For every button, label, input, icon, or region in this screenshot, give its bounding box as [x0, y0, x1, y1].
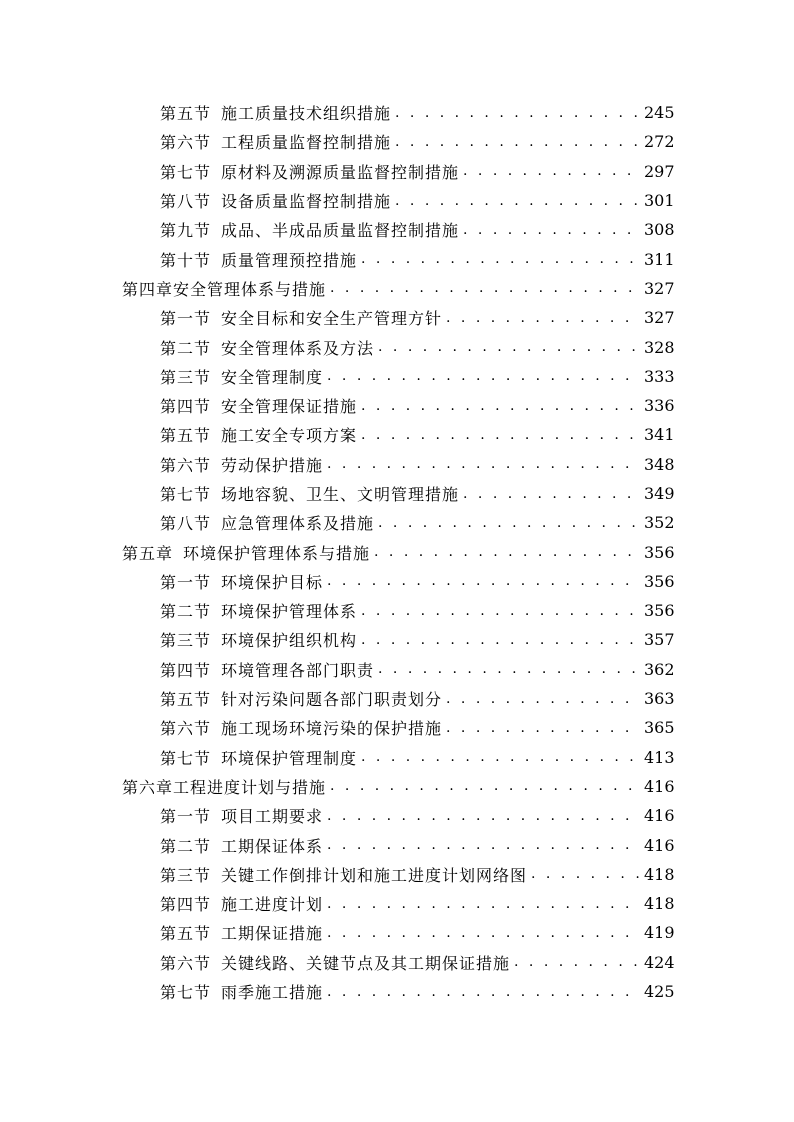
toc-section-entry[interactable] [0, 479, 794, 508]
dot-leader [378, 515, 640, 531]
toc-entry-text: 关键线路、关键节点及其工期保证措施 [221, 953, 511, 973]
table-of-contents [0, 98, 794, 1006]
toc-section-entry[interactable] [0, 948, 794, 977]
dot-leader [395, 193, 640, 209]
toc-entry-text: 针对污染问题各部门职责划分 [221, 690, 443, 710]
toc-entry-number: 第四节 [160, 660, 212, 680]
toc-page-number: 424 [644, 952, 675, 972]
toc-page-number: 419 [644, 923, 675, 943]
toc-entry-title [160, 101, 391, 124]
toc-entry-text: 环境保护管理制度 [221, 748, 358, 768]
toc-entry-number: 第八节 [160, 192, 212, 212]
toc-section-entry[interactable] [0, 567, 794, 596]
toc-page-number: 357 [644, 630, 675, 650]
toc-entry-text: 环境保护管理体系与措施 [183, 543, 371, 563]
toc-page-number: 356 [644, 601, 675, 621]
toc-page-number: 311 [644, 249, 675, 269]
toc-entry-title [160, 306, 442, 329]
toc-section-entry[interactable] [0, 918, 794, 947]
toc-entry-text: 施工进度计划 [221, 895, 324, 915]
toc-page-number: 352 [644, 513, 675, 533]
toc-section-entry[interactable] [0, 713, 794, 742]
toc-page-number: 416 [644, 776, 675, 796]
toc-entry-title [122, 541, 370, 564]
dot-leader [327, 808, 640, 824]
dot-leader [361, 398, 640, 414]
toc-section-entry[interactable] [0, 127, 794, 156]
toc-entry-text: 第六章工程进度计划与措施 [122, 777, 327, 797]
toc-entry-number: 第五节 [160, 690, 212, 710]
toc-entry-title [160, 980, 323, 1003]
toc-entry-number: 第八节 [160, 514, 212, 534]
toc-section-entry[interactable] [0, 244, 794, 273]
toc-entry-number: 第二节 [160, 338, 212, 358]
toc-entry-text: 安全目标和安全生产管理方针 [221, 309, 443, 329]
toc-entry-number: 第六节 [160, 455, 212, 475]
toc-entry-title [160, 834, 323, 857]
toc-entry-number: 第三节 [160, 367, 212, 387]
toc-entry-text: 劳动保护措施 [221, 455, 324, 475]
toc-entry-number: 第四节 [160, 397, 212, 417]
toc-entry-title [160, 628, 357, 651]
toc-page-number: 418 [644, 864, 675, 884]
toc-page-number: 341 [644, 425, 675, 445]
dot-leader [446, 720, 640, 736]
toc-section-entry[interactable] [0, 860, 794, 889]
toc-section-entry[interactable] [0, 508, 794, 537]
toc-entry-title [160, 130, 391, 153]
toc-page-number: 336 [644, 396, 675, 416]
toc-section-entry[interactable] [0, 303, 794, 332]
toc-page-number: 348 [644, 454, 675, 474]
toc-page-number: 308 [644, 220, 675, 240]
toc-entry-title [160, 892, 323, 915]
dot-leader [361, 251, 640, 267]
toc-entry-text: 原材料及溯源质量监督控制措施 [221, 162, 460, 182]
toc-entry-title [160, 423, 357, 446]
toc-page-number: 413 [644, 747, 675, 767]
toc-entry-number: 第六节 [160, 953, 212, 973]
toc-section-entry[interactable] [0, 977, 794, 1006]
dot-leader [463, 486, 640, 502]
toc-entry-title [160, 804, 323, 827]
toc-entry-text: 场地容貌、卫生、文明管理措施 [221, 485, 460, 504]
dot-leader [531, 866, 640, 882]
dot-leader [514, 954, 640, 970]
toc-entry-text: 环境管理各部门职责 [221, 660, 375, 680]
dot-leader [361, 427, 640, 443]
toc-entry-text: 安全管理制度 [221, 367, 324, 387]
toc-entry-text: 环境保护目标 [221, 572, 324, 592]
dot-leader [463, 163, 640, 179]
toc-chapter-entry[interactable] [0, 274, 794, 303]
toc-entry-number: 第十节 [160, 250, 212, 270]
toc-entry-number: 第六节 [160, 719, 212, 739]
toc-entry-number: 第一节 [160, 309, 212, 329]
toc-entry-title [160, 570, 323, 593]
toc-entry-number: 第九节 [160, 221, 212, 241]
toc-section-entry[interactable] [0, 889, 794, 918]
toc-section-entry[interactable] [0, 655, 794, 684]
toc-entry-number: 第五节 [160, 104, 212, 124]
toc-entry-number: 第五章 [122, 543, 174, 563]
toc-entry-title [122, 775, 326, 798]
toc-section-entry[interactable] [0, 450, 794, 479]
toc-page-number: 245 [644, 103, 675, 123]
toc-entry-title [160, 951, 510, 974]
toc-section-entry[interactable] [0, 391, 794, 420]
toc-entry-title [160, 394, 357, 417]
dot-leader [327, 456, 640, 472]
toc-page-number: 327 [644, 278, 675, 298]
dot-leader [361, 749, 640, 765]
toc-entry-number: 第七节 [160, 162, 212, 182]
toc-entry-text: 成品、半成品质量监督控制措施 [221, 221, 460, 241]
dot-leader [378, 339, 640, 355]
dot-leader [327, 984, 640, 1000]
toc-section-entry[interactable] [0, 743, 794, 772]
dot-leader [327, 573, 640, 589]
toc-entry-text: 施工现场环境污染的保护措施 [221, 719, 443, 739]
toc-chapter-entry[interactable] [0, 772, 794, 801]
toc-page-number: 363 [644, 689, 675, 709]
toc-entry-number: 第一节 [160, 807, 212, 827]
toc-entry-number: 第三节 [160, 631, 212, 651]
toc-entry-text: 应急管理体系及措施 [221, 514, 375, 534]
dot-leader [361, 603, 640, 619]
dot-leader [361, 632, 640, 648]
toc-page-number: 418 [644, 894, 675, 914]
toc-entry-text: 项目工期要求 [221, 807, 324, 827]
toc-section-entry[interactable] [0, 801, 794, 830]
toc-entry-title [160, 599, 357, 622]
dot-leader [446, 310, 640, 326]
toc-entry-number: 第一节 [160, 572, 212, 592]
toc-section-entry[interactable] [0, 157, 794, 186]
toc-entry-title [160, 716, 442, 739]
dot-leader [395, 134, 640, 150]
toc-entry-title [160, 248, 357, 271]
toc-entry-text: 施工安全专项方案 [221, 426, 358, 446]
toc-entry-text: 环境保护管理体系 [221, 602, 358, 622]
toc-section-entry[interactable] [0, 684, 794, 713]
toc-page-number: 425 [644, 982, 675, 1002]
toc-entry-number: 第七节 [160, 983, 212, 1003]
toc-page-number: 356 [644, 542, 675, 562]
toc-section-entry[interactable] [0, 830, 794, 859]
toc-section-entry[interactable] [0, 596, 794, 625]
toc-entry-number: 第五节 [160, 924, 212, 944]
toc-section-entry[interactable] [0, 420, 794, 449]
toc-entry-text: 工期保证措施 [221, 924, 324, 944]
dot-leader [374, 544, 640, 560]
dot-leader [327, 368, 640, 384]
toc-entry-number: 第二节 [160, 602, 212, 622]
toc-entry-title [160, 658, 374, 681]
toc-section-entry[interactable] [0, 362, 794, 391]
toc-page-number: 297 [644, 161, 675, 181]
dot-leader [327, 925, 640, 941]
toc-section-entry[interactable] [0, 215, 794, 244]
toc-entry-text: 施工质量技术组织措施 [221, 104, 392, 124]
toc-chapter-entry[interactable] [0, 537, 794, 566]
toc-entry-number: 第六节 [160, 133, 212, 153]
dot-leader [327, 896, 640, 912]
toc-section-entry[interactable] [0, 98, 794, 127]
dot-leader [330, 778, 640, 794]
toc-entry-number: 第二节 [160, 836, 212, 856]
toc-page-number: 349 [644, 484, 675, 503]
toc-entry-text: 安全管理体系及方法 [221, 338, 375, 358]
toc-entry-text: 设备质量监督控制措施 [221, 192, 392, 212]
toc-entry-text: 质量管理预控措施 [221, 250, 358, 270]
toc-entry-number: 第三节 [160, 865, 212, 885]
toc-entry-title [160, 160, 459, 183]
toc-entry-number: 第四节 [160, 895, 212, 915]
dot-leader [463, 222, 640, 238]
dot-leader [395, 105, 640, 121]
toc-page-number: 327 [644, 308, 675, 328]
toc-entry-text: 安全管理保证措施 [221, 397, 358, 417]
toc-entry-title [160, 365, 323, 388]
dot-leader [446, 691, 640, 707]
dot-leader [378, 661, 640, 677]
toc-entry-text: 关键工作倒排计划和施工进度计划网络图 [221, 865, 528, 885]
toc-page-number: 272 [644, 132, 675, 152]
toc-entry-text: 第四章安全管理体系与措施 [122, 279, 327, 299]
toc-page-number: 416 [644, 835, 675, 855]
toc-page-number: 333 [644, 366, 675, 386]
toc-entry-title [122, 277, 326, 300]
toc-entry-title [160, 921, 323, 944]
toc-entry-text: 环境保护组织机构 [221, 631, 358, 651]
toc-entry-title [160, 687, 442, 710]
toc-entry-title [160, 189, 391, 212]
toc-entry-number: 第五节 [160, 426, 212, 446]
toc-entry-number: 第七节 [160, 748, 212, 768]
toc-page-number: 362 [644, 659, 675, 679]
toc-section-entry[interactable] [0, 186, 794, 215]
toc-entry-title [160, 218, 459, 241]
toc-entry-text: 雨季施工措施 [221, 983, 324, 1003]
toc-section-entry[interactable] [0, 332, 794, 361]
toc-entry-title [160, 511, 374, 534]
toc-entry-number: 第七节 [160, 485, 212, 504]
dot-leader [330, 280, 640, 296]
toc-page-number: 328 [644, 337, 675, 357]
toc-entry-text: 工期保证体系 [221, 836, 324, 856]
toc-entry-title [160, 746, 357, 769]
toc-entry-text: 工程质量监督控制措施 [221, 133, 392, 153]
toc-page-number: 416 [644, 806, 675, 826]
toc-page-number: 356 [644, 571, 675, 591]
toc-page-number: 301 [644, 191, 675, 211]
toc-entry-title [160, 482, 459, 505]
dot-leader [327, 837, 640, 853]
toc-entry-title [160, 453, 323, 476]
toc-entry-title [160, 336, 374, 359]
toc-section-entry[interactable] [0, 625, 794, 654]
toc-entry-title [160, 863, 527, 886]
toc-page-number: 365 [644, 718, 675, 738]
